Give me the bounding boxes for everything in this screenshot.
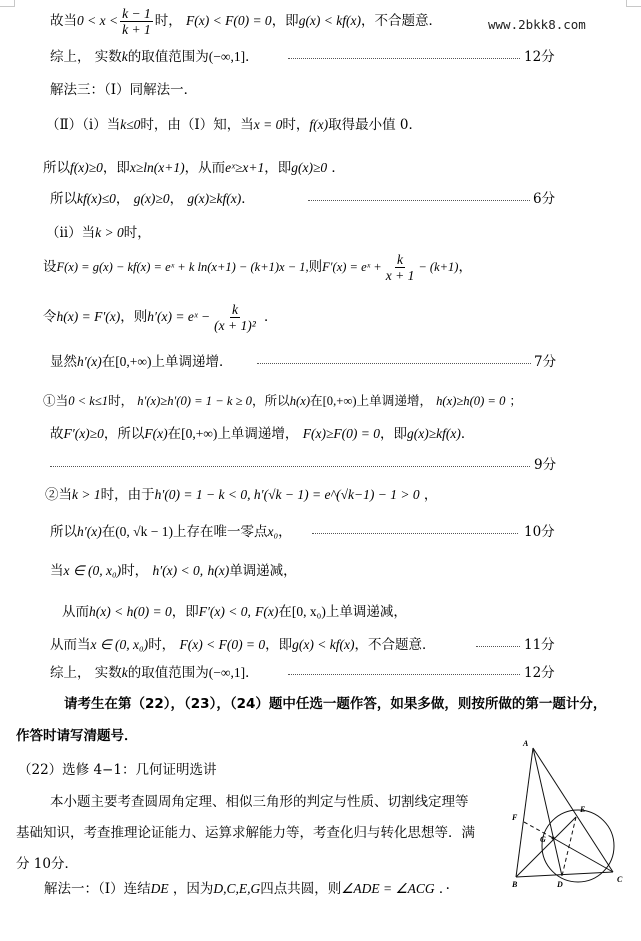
math: x ∈ (0, x₀) bbox=[90, 637, 149, 652]
math: 0 < x < bbox=[77, 13, 119, 28]
text: 时， bbox=[108, 393, 138, 408]
text: 上存在唯一零点 bbox=[172, 524, 268, 540]
label-E: E bbox=[580, 805, 586, 814]
solution-line bbox=[45, 486, 437, 504]
math: g(x)≥0 bbox=[133, 191, 170, 206]
text: ， bbox=[419, 487, 438, 503]
text: ． bbox=[327, 160, 345, 176]
text: 综上， 实数 bbox=[50, 665, 122, 681]
math: D,C,E,G bbox=[213, 881, 261, 896]
text: 所以 bbox=[50, 191, 77, 207]
paragraph-line: 分 10分． bbox=[16, 856, 78, 872]
text: 上单调递增． bbox=[151, 354, 233, 370]
text: 时，由于 bbox=[100, 487, 155, 503]
text: ，即 bbox=[102, 160, 130, 176]
segment-BC bbox=[516, 872, 613, 877]
math: k bbox=[121, 665, 128, 680]
text: 故 bbox=[50, 426, 64, 442]
math: k > 1 bbox=[72, 487, 101, 502]
text: 上单调递增， bbox=[356, 393, 437, 408]
text: ，即 bbox=[171, 604, 199, 620]
solution-line bbox=[46, 224, 151, 242]
paragraph-line: 基础知识，考查推理论证能力、运算求解能力等，考查化归与转化思想等．满 bbox=[16, 825, 475, 841]
text: ，因为 bbox=[168, 881, 214, 897]
math: g(x) < kf(x) bbox=[298, 13, 362, 28]
segment-AD bbox=[533, 748, 562, 876]
text: 时， bbox=[148, 637, 180, 653]
math: DE bbox=[150, 881, 169, 896]
watermark: www.2bkk8.com bbox=[488, 17, 586, 32]
math: k≤0 bbox=[120, 117, 141, 132]
dotted-leader bbox=[288, 57, 520, 59]
text: ， bbox=[278, 524, 292, 540]
math: F(x) bbox=[255, 604, 279, 619]
text: ． bbox=[245, 49, 259, 65]
math: F′(x) = eˣ + bbox=[322, 260, 382, 274]
text: ； bbox=[505, 393, 522, 408]
math: h(x) bbox=[289, 394, 311, 408]
math: x₀ bbox=[267, 524, 279, 539]
text: ，则 bbox=[120, 309, 148, 325]
geometry-figure bbox=[500, 735, 641, 895]
score-marker: 10分 bbox=[524, 524, 555, 540]
point-G bbox=[552, 837, 555, 840]
text: 时，由（Ⅰ）知，当 bbox=[140, 117, 254, 133]
math: k bbox=[121, 49, 128, 64]
text: ． bbox=[460, 426, 475, 442]
text: 设 bbox=[43, 259, 57, 275]
numerator: k bbox=[397, 252, 404, 267]
fraction bbox=[120, 6, 153, 37]
text: 在 bbox=[101, 354, 116, 370]
math: [0,+∞) bbox=[181, 426, 218, 441]
math: g(x)≥0 bbox=[291, 160, 328, 175]
text: 令 bbox=[43, 309, 57, 325]
score-marker: 6分 bbox=[533, 191, 556, 207]
text: 时， bbox=[282, 117, 310, 133]
segment-GC bbox=[553, 838, 613, 872]
text: 在 bbox=[101, 524, 116, 540]
score-marker: 12分 bbox=[524, 665, 555, 681]
question-title: （22）选修 4−1：几何证明选讲 bbox=[18, 762, 217, 778]
solution-line bbox=[50, 353, 233, 371]
math: h′(x) bbox=[77, 354, 102, 369]
text: 故当 bbox=[50, 13, 77, 29]
text: 从而当 bbox=[50, 637, 91, 653]
label-C: C bbox=[617, 875, 623, 884]
text: ，从而 bbox=[184, 160, 226, 176]
text: 取得最小值 0． bbox=[328, 117, 422, 133]
score-marker: 12分 bbox=[524, 49, 555, 65]
page-corner-mark bbox=[626, 0, 641, 7]
text: 的取值范围为 bbox=[127, 665, 209, 681]
math: x = 0 bbox=[253, 117, 283, 132]
math: g(x) < kf(x) bbox=[292, 637, 355, 652]
text: ． bbox=[241, 191, 255, 207]
circle-shape bbox=[542, 810, 614, 882]
math: 0 < k≤1 bbox=[68, 394, 109, 408]
text: 时， bbox=[123, 225, 151, 241]
dotted-leader bbox=[312, 532, 518, 534]
paragraph-line: 本小题主要考查圆周角定理、相似三角形的判定与性质、切割线定理等 bbox=[50, 794, 469, 810]
solution-line: 解法三：（Ⅰ）同解法一． bbox=[50, 82, 198, 98]
math: (−∞,1] bbox=[208, 49, 246, 64]
text: 从而 bbox=[62, 604, 89, 620]
math: − (k+1) bbox=[418, 260, 459, 274]
text: 则 bbox=[308, 259, 323, 275]
text: 所以 bbox=[43, 160, 70, 176]
math: h(x) = F′(x) bbox=[56, 309, 121, 324]
text: 综上， 实数 bbox=[50, 49, 122, 65]
text: ，即 bbox=[265, 637, 293, 653]
segment-AC bbox=[533, 748, 613, 872]
text: 上单调递增， bbox=[217, 426, 303, 442]
math: f(x)≥0 bbox=[70, 160, 103, 175]
text: ． bbox=[259, 309, 278, 325]
label-B: B bbox=[512, 880, 518, 889]
label-G: G bbox=[540, 835, 546, 844]
text: 时， bbox=[154, 13, 186, 29]
math: k > 0 bbox=[95, 225, 124, 240]
denominator: k + 1 bbox=[122, 22, 151, 37]
math: h′(x) = eˣ − bbox=[147, 309, 211, 324]
page-corner-mark bbox=[0, 0, 15, 7]
solution-line bbox=[50, 636, 436, 654]
score-marker: 9分 bbox=[534, 457, 557, 473]
math: h′(x) bbox=[77, 524, 102, 539]
text: 在 bbox=[278, 604, 292, 620]
math: (0, √k − 1) bbox=[115, 524, 173, 539]
text: ．· bbox=[434, 881, 450, 897]
text: ，不合题意． bbox=[361, 13, 443, 29]
solution-line bbox=[62, 603, 407, 621]
solution-line bbox=[50, 48, 259, 66]
text: 的取值范围为 bbox=[127, 49, 209, 65]
text: 所以 bbox=[50, 524, 77, 540]
math: kf(x)≤0 bbox=[77, 191, 116, 206]
math: F(x) bbox=[144, 426, 168, 441]
label-A: A bbox=[523, 739, 529, 748]
segment-ED-dashed bbox=[562, 817, 576, 876]
text: 单调递减， bbox=[229, 563, 297, 579]
fraction bbox=[212, 302, 258, 333]
math: [0, x₀) bbox=[291, 604, 326, 619]
denominator: (x + 1)² bbox=[214, 318, 256, 333]
solution-line bbox=[43, 302, 278, 333]
solution-line bbox=[43, 159, 345, 177]
score-marker: 11分 bbox=[524, 637, 555, 653]
denominator: x + 1 bbox=[385, 268, 415, 283]
dotted-leader bbox=[476, 645, 520, 647]
text: 显然 bbox=[50, 354, 77, 370]
section-notice: 请考生在第（22），（23），（24）题中任选一题作答，如果多做，则按所做的第一题计分， bbox=[64, 696, 607, 712]
solution-line bbox=[46, 116, 422, 134]
text: 在 bbox=[167, 426, 182, 442]
solution-line bbox=[50, 190, 255, 208]
math: [0,+∞) bbox=[115, 354, 152, 369]
text: 四点共圆，则 bbox=[260, 881, 342, 897]
math: F′(x) < 0, bbox=[198, 604, 251, 619]
solution-line bbox=[50, 664, 259, 682]
text: ． bbox=[245, 665, 259, 681]
math: x≥ln(x+1) bbox=[129, 160, 185, 175]
text: ，即 bbox=[264, 160, 292, 176]
math: h(x)≥h(0) = 0 bbox=[436, 394, 506, 408]
text: ，即 bbox=[271, 13, 299, 29]
text: 上单调递减， bbox=[325, 604, 407, 620]
solution-line bbox=[50, 562, 297, 580]
text: 当 bbox=[50, 563, 64, 579]
text: ②当 bbox=[45, 487, 72, 503]
text: ， bbox=[169, 191, 188, 207]
fraction bbox=[384, 252, 417, 283]
math: h′(0) = 1 − k < 0, h′(√k − 1) = e^(√k−1) − 1 > 0 bbox=[154, 487, 420, 502]
math: h′(x) < 0, bbox=[152, 563, 204, 578]
solution-line bbox=[43, 392, 522, 410]
numerator: k − 1 bbox=[122, 6, 151, 21]
math: F(x) < F(0) = 0 bbox=[186, 13, 272, 28]
math: h′(x)≥h′(0) = 1 − k ≥ 0 bbox=[137, 394, 252, 408]
text: （Ⅱ）（ⅰ）当 bbox=[46, 117, 121, 133]
math: eˣ≥x+1 bbox=[225, 160, 265, 175]
text: ①当 bbox=[43, 393, 69, 408]
math: h(x) bbox=[207, 563, 230, 578]
math: x ∈ (0, x₀) bbox=[63, 563, 122, 578]
score-marker: 7分 bbox=[534, 354, 557, 370]
math: F(x)≥F(0) = 0 bbox=[302, 426, 380, 441]
math: F′(x)≥0 bbox=[63, 426, 104, 441]
segment-AB bbox=[516, 748, 533, 877]
numerator: k bbox=[231, 302, 238, 317]
section-notice: 作答时请写清题号． bbox=[16, 728, 138, 744]
solution-line bbox=[50, 6, 442, 37]
solution-line bbox=[44, 880, 450, 898]
text: ， bbox=[458, 259, 472, 275]
solution-line bbox=[43, 252, 472, 283]
dotted-leader bbox=[50, 465, 530, 467]
text: ，所以 bbox=[103, 426, 145, 442]
segment-BE bbox=[516, 817, 576, 877]
text: 解法一：（Ⅰ）连结 bbox=[44, 881, 151, 897]
text: （ⅱ）当 bbox=[46, 225, 96, 241]
solution-line bbox=[50, 523, 292, 541]
math: F(x) < F(0) = 0 bbox=[179, 637, 266, 652]
dotted-leader bbox=[308, 199, 530, 201]
label-D: D bbox=[557, 880, 563, 889]
text: ，即 bbox=[379, 426, 407, 442]
text: 时， bbox=[121, 563, 153, 579]
solution-line bbox=[50, 425, 474, 443]
dotted-leader bbox=[257, 362, 531, 364]
text: 在 bbox=[310, 393, 323, 408]
math: ∠ADE = ∠ACG bbox=[341, 881, 435, 896]
math: [0,+∞) bbox=[322, 394, 357, 408]
math: F(x) = g(x) − kf(x) = eˣ + k ln(x+1) − (k+1)x − 1, bbox=[56, 260, 309, 274]
dotted-leader bbox=[288, 673, 520, 675]
math: h(x) < h(0) = 0 bbox=[89, 604, 172, 619]
label-F: F bbox=[512, 813, 518, 822]
math: f(x) bbox=[309, 117, 329, 132]
math: (−∞,1] bbox=[208, 665, 246, 680]
math: g(x)≥kf(x) bbox=[187, 191, 242, 206]
math: g(x)≥kf(x) bbox=[406, 426, 461, 441]
text: ，不合题意． bbox=[354, 637, 436, 653]
text: ，所以 bbox=[251, 393, 290, 408]
text: ， bbox=[115, 191, 134, 207]
